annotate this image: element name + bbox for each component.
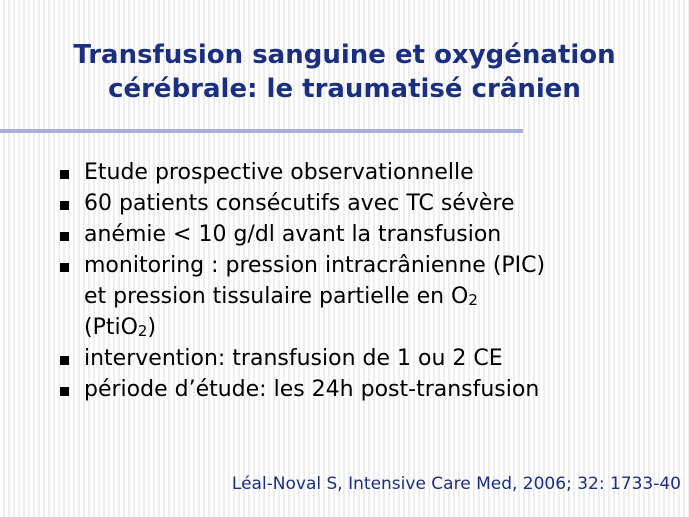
list-item	[60, 374, 670, 405]
monitoring-line-3-open: (PtiO	[84, 315, 138, 340]
list-item	[60, 157, 670, 188]
monitoring-line-1: monitoring : pression intracrânienne (PIC)	[84, 253, 546, 278]
square-bullet-icon	[60, 356, 69, 365]
bullet-text: intervention: transfusion de 1 ou 2 CE	[84, 346, 503, 371]
square-bullet-icon	[60, 170, 69, 179]
list-item	[60, 188, 670, 219]
bullet-text: 60 patients consécutifs avec TC sévère	[84, 191, 515, 216]
square-bullet-icon	[60, 387, 69, 396]
bullet-text: anémie < 10 g/dl avant la transfusion	[84, 222, 502, 247]
list-item	[60, 343, 670, 374]
bullet-text: Etude prospective observationnelle	[84, 160, 474, 185]
subscript-2: 2	[468, 291, 478, 309]
square-bullet-icon	[60, 232, 69, 241]
bullet-list	[60, 157, 670, 405]
citation: Léal-Noval S, Intensive Care Med, 2006; 32: 1733-40	[231, 474, 681, 494]
monitoring-line-3-close: )	[147, 315, 157, 340]
bullet-text-monitoring	[84, 250, 670, 343]
slide-title	[40, 38, 649, 106]
slide-title-line-2: cérébrale: le traumatisé crânien	[108, 74, 581, 104]
square-bullet-icon	[60, 263, 69, 272]
list-item	[60, 250, 670, 343]
title-divider	[0, 129, 523, 133]
slide-title-line-1: Transfusion sanguine et oxygénation	[73, 40, 616, 70]
square-bullet-icon	[60, 201, 69, 210]
list-item	[60, 219, 670, 250]
monitoring-line-2: et pression tissulaire partielle en O	[84, 284, 469, 309]
subscript-2: 2	[137, 322, 148, 340]
bullet-text: période d’étude: les 24h post-transfusion	[84, 377, 540, 402]
